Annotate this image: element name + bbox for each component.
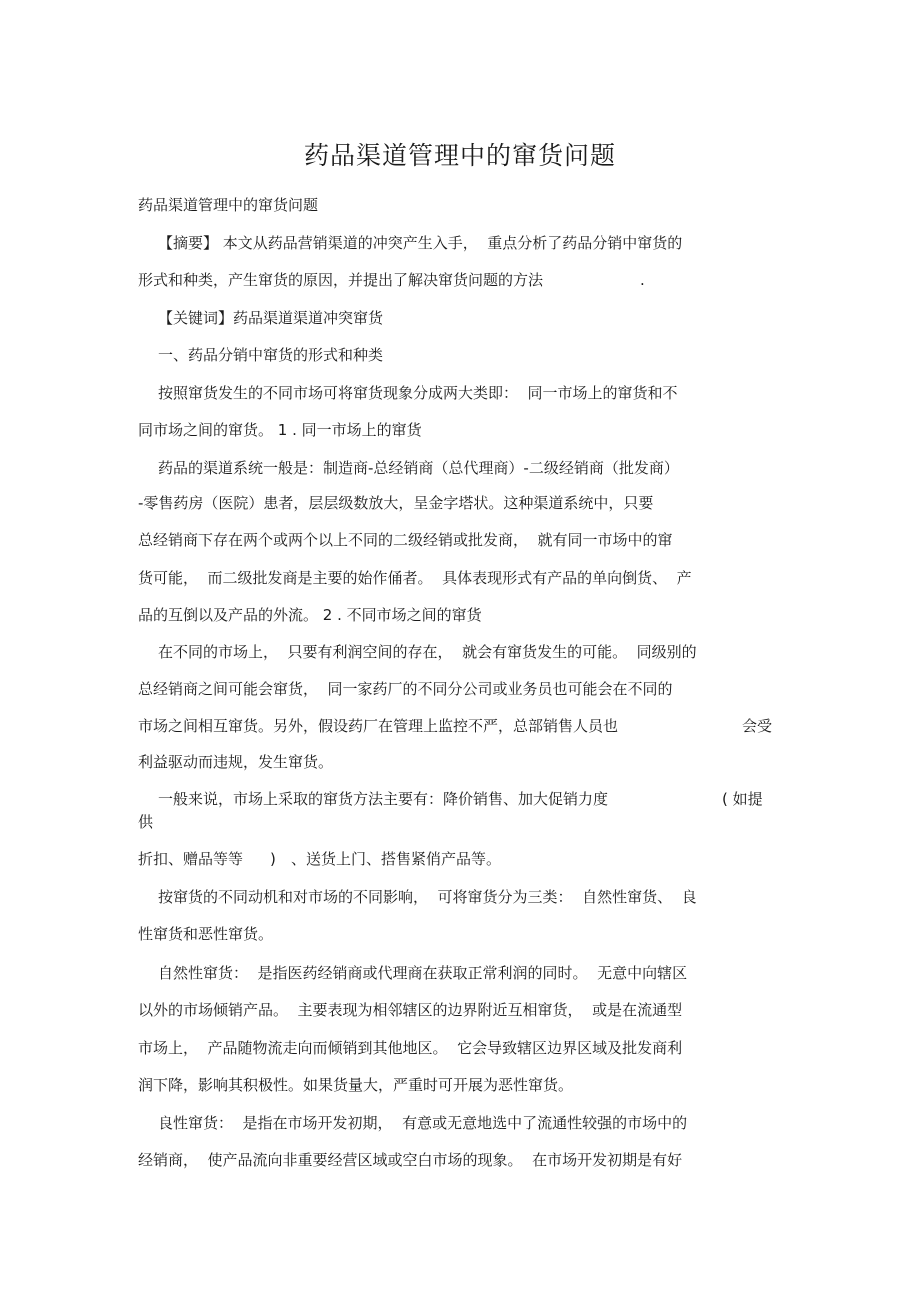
paragraph-line: 性窜货和恶性窜货。 [138,925,274,943]
section-heading: 一、药品分销中窜货的形式和种类 [158,346,384,364]
paragraph-line: 品的互倒以及产品的外流。 2 . 不同市场之间的窜货 [138,606,482,624]
paragraph-line: 折扣、赠品等等 [138,850,244,868]
paragraph-line: -零售药房（医院）患者，层层级数放大，呈金字塔状。这种渠道系统中，只要 [138,494,654,512]
paragraph-line: 按照窜货发生的不同市场可将窜货现象分成两大类即： 同一市场上的窜货和不 [158,384,678,402]
paragraph-line: 市场上， 产品随物流走向而倾销到其他地区。 它会导致辖区边界区域及批发商利 [138,1039,683,1057]
paragraph-fragment: 供 [138,813,154,831]
abstract-line: 【摘要】 本文从药品营销渠道的冲突产生入手， 重点分析了药品分销中窜货的 [158,234,683,252]
paragraph-line: 总经销商之间可能会窜货， 同一家药厂的不同分公司或业务员也可能会在不同的 [138,680,673,698]
subtitle-line: 药品渠道管理中的窜货问题 [138,196,319,214]
paragraph-line: 一般来说，市场上采取的窜货方法主要有：降价销售、加大促销力度 [158,790,609,808]
paragraph-fragment: ( 如提 [722,790,763,808]
paragraph-line: 市场之间相互窜货。另外，假设药厂在管理上监控不严，总部销售人员也 [138,717,619,735]
paragraph-line: 药品的渠道系统一般是：制造商-总经销商（总代理商）-二级经销商（批发商） [158,459,679,477]
paragraph-line: 润下降，影响其积极性。如果货量大，严重时可开展为恶性窜货。 [138,1076,574,1094]
paragraph-line: 货可能， 而二级批发商是主要的始作俑者。 具体表现形式有产品的单向倒货、 产 [138,569,692,587]
abstract-period: . [640,271,645,289]
paragraph-fragment: ) [270,850,276,868]
paragraph-line: 经销商， 使产品流向非重要经营区域或空白市场的现象。 在市场开发初期是有好 [138,1151,683,1169]
keywords-line: 【关键词】药品渠道渠道冲突窜货 [158,309,384,327]
paragraph-line: 按窜货的不同动机和对市场的不同影响， 可将窜货分为三类： 自然性窜货、 良 [158,888,697,906]
paragraph-line: 利益驱动而违规，发生窜货。 [138,753,334,771]
abstract-line: 形式和种类，产生窜货的原因，并提出了解决窜货问题的方法 [138,271,544,289]
document-title: 药品渠道管理中的窜货问题 [303,141,616,170]
paragraph-line: 以外的市场倾销产品。 主要表现为相邻辖区的边界附近互相窜货， 或是在流通型 [138,1001,683,1019]
paragraph-line: 、送货上门、搭售紧俏产品等。 [291,850,502,868]
paragraph-line: 良性窜货： 是指在市场开发初期， 有意或无意地选中了流通性较强的市场中的 [158,1114,688,1132]
paragraph-fragment: 会受 [742,717,773,735]
paragraph-line: 在不同的市场上， 只要有利润空间的存在， 就会有窜货发生的可能。 同级别的 [158,643,697,661]
paragraph-line: 自然性窜货： 是指医药经销商或代理商在获取正常利润的同时。 无意中向辖区 [158,964,688,982]
paragraph-line: 同市场之间的窜货。 1 . 同一市场上的窜货 [138,421,422,439]
paragraph-line: 总经销商下存在两个或两个以上不同的二级经销或批发商， 就有同一市场中的窜 [138,531,673,549]
